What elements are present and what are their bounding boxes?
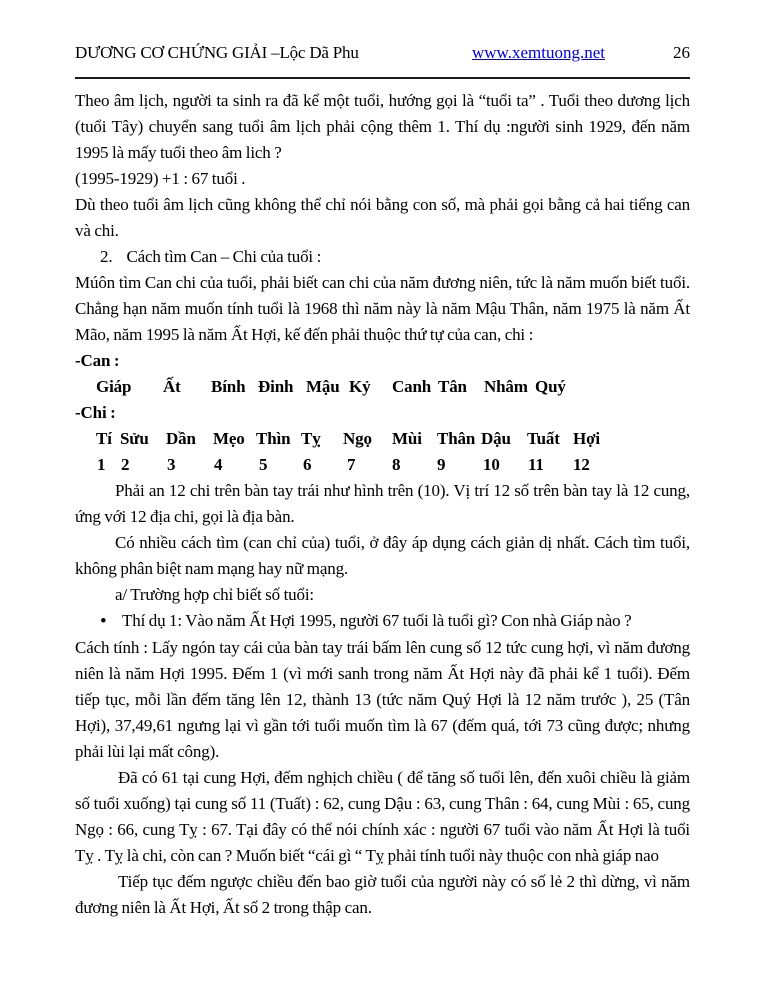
can-item: Ất	[163, 377, 181, 396]
example-1-text: Thí dụ 1: Vào năm Ất Hợi 1995, người 67 tuổi là tuổi gì? Con nhà Giáp nào ?	[122, 611, 632, 630]
can-label: -Can :	[75, 351, 120, 370]
chi-item: Ngọ	[343, 429, 372, 448]
chi-item: Tỵ	[301, 429, 321, 448]
chi-number: 1	[97, 455, 106, 474]
chi-number: 2	[121, 455, 130, 474]
section-number: 2.	[100, 247, 113, 266]
subsection-a-heading: a/ Trường hợp chỉ biết số tuổi:	[115, 585, 314, 604]
paragraph-can-chi-naming: Dù theo tuổi âm lịch cũng không thể chỉ nói bằng con số, mà phải gọi bằng cả hai tiếng can và chi.	[75, 195, 690, 240]
can-item: Nhâm	[484, 377, 528, 396]
chi-item: Tuất	[527, 429, 560, 448]
chi-number: 9	[437, 455, 446, 474]
bullet-icon: •	[100, 611, 107, 632]
can-row	[75, 374, 690, 400]
chi-item: Hợi	[573, 429, 600, 448]
chi-number-row	[75, 452, 690, 478]
chi-number: 8	[392, 455, 401, 474]
can-item: Giáp	[96, 377, 132, 396]
paragraph-find-canchi: Múôn tìm Can chi của tuổi, phải biết can chi của năm đương niên, tức là năm muốn biết tuổi. Chẳng hạn năm muốn tính tuổi là 1968 thì năm này là năm Mậu Thân, năm 1975 là năm Ất Mão, năm 1995 là năm Ất Hợi, kế đến phải thuộc thứ tự của can, chi :	[75, 273, 690, 344]
can-item: Tân	[438, 377, 467, 396]
chi-number: 5	[259, 455, 268, 474]
chi-item: Mẹo	[213, 429, 245, 448]
chi-number: 11	[528, 455, 544, 474]
paragraph-calculation-method: Cách tính : Lấy ngón tay cái của bàn tay trái bấm lên cung số 12 tức cung hợi, vì năm đương niên là năm Hợi 1995. Đếm 1 (vì mới sanh trong năm Ất Hợi này đã phải kể 1 tuổi). Đếm tiếp tục, mỗi lần đếm tăng lên 12, thành 13 (tức năm Quý Hợi là 12 năm trước ), 25 (Tân Hợi), 37,49,61 ngưng lại vì gần tới tuổi muốn tìm là 67 (đếm quá, tới 73 cũng được; nhưng phải lùi lại mất công).	[75, 638, 690, 761]
page-header	[75, 42, 690, 64]
chi-item: Dậu	[481, 429, 511, 448]
paragraph-lunar-age-intro: Theo âm lịch, người ta sinh ra đã kể một tuổi, hướng gọi là “tuổi ta” . Tuổi theo dương lịch (tuổi Tây) chuyển sang tuổi âm lịch phải cộng thêm 1. Thí dụ :người sinh 1929, đến năm 1995 là mấy tuổi theo âm lich ?	[75, 91, 690, 162]
can-item: Kỷ	[349, 377, 371, 396]
chi-number: 12	[573, 455, 590, 474]
can-item: Canh	[392, 377, 432, 396]
website-link[interactable]: www.xemtuong.net	[472, 43, 605, 62]
can-item: Mậu	[306, 377, 340, 396]
chi-number: 3	[167, 455, 176, 474]
chi-number: 6	[303, 455, 312, 474]
can-item: Bính	[211, 377, 246, 396]
chi-item: Mùi	[392, 429, 422, 448]
paragraph-method-note: Có nhiều cách tìm (can chỉ của) tuổi, ở đây áp dụng cách giản dị nhất. Cách tìm tuổi, không phân biệt nam mạng hay nữ mạng.	[75, 533, 690, 578]
chi-number: 7	[347, 455, 356, 474]
page-number: 26	[673, 43, 690, 62]
can-item: Đinh	[258, 377, 294, 396]
chi-row	[75, 426, 690, 452]
chi-number: 4	[214, 455, 223, 474]
paragraph-hand-positions: Phải an 12 chi trên bàn tay trái như hình trên (10). Vị trí 12 số trên bàn tay là 12 cung, ứng với 12 địa chi, gọi là địa bàn.	[75, 481, 690, 526]
paragraph-counting-backwards: Đã có 61 tại cung Hợi, đếm nghịch chiều ( để tăng số tuổi lên, đến xuôi chiều là giảm số tuổi xuống) tại cung số 11 (Tuất) : 62, cung Dậu : 63, cung Thân : 64, cung Mùi : 65, cung Ngọ : 66, cung Tỵ : 67. Tại đây có thể nói chính xác : người 67 tuổi vào năm Ất Hợi là tuổi Tỵ . Tỵ là chi, còn can ? Muốn biết “cái gì “ Tỵ phải tính tuổi này thuộc con nhà giáp nao	[75, 768, 690, 865]
paragraph-conclusion: Tiếp tục đếm ngược chiều đến bao giờ tuổi của người này có số lẻ 2 thì dừng, vì năm đương niên là Ất Hợi, Ất số 2 trong thập can.	[75, 872, 690, 917]
example-bullet-line	[75, 608, 690, 635]
header-divider	[75, 77, 690, 79]
section-heading-2	[75, 244, 690, 270]
document-body	[75, 88, 690, 921]
chi-item: Sửu	[120, 429, 149, 448]
chi-label: -Chi :	[75, 403, 116, 422]
chi-item: Thân	[437, 429, 476, 448]
chi-item: Thìn	[256, 429, 291, 448]
chi-number: 10	[483, 455, 500, 474]
paragraph-age-formula: (1995-1929) +1 : 67 tuổi .	[75, 169, 246, 188]
can-item: Quý	[535, 377, 566, 396]
chi-item: Tí	[96, 429, 112, 448]
chi-item: Dần	[166, 429, 196, 448]
document-title: DƯƠNG CƠ CHỨNG GIẢI –Lộc Dã Phu	[75, 43, 359, 62]
section-title: Cách tìm Can – Chi của tuổi :	[126, 247, 322, 266]
